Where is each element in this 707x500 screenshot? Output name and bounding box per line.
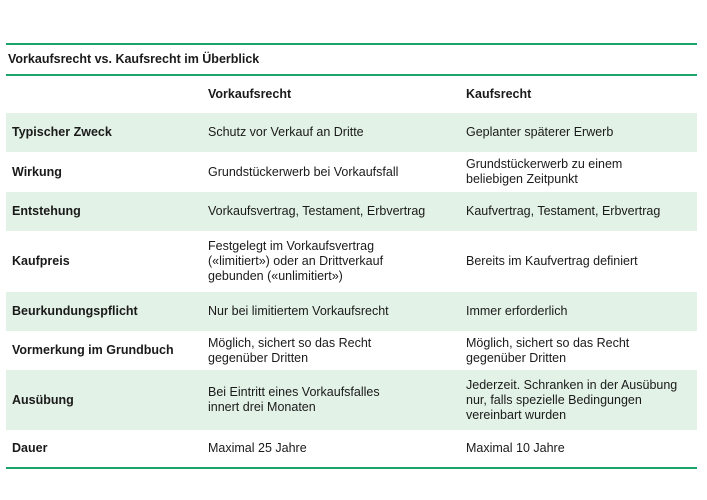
table-row [6, 113, 697, 152]
row-label: Ausübung [12, 392, 74, 407]
cell-kaufsrecht: Geplanter späterer Erwerb [466, 125, 614, 139]
cell-vorkaufsrecht: Schutz vor Verkauf an Dritte [208, 125, 364, 139]
row-label: Kaufpreis [12, 254, 70, 268]
cell-kaufsrecht: Jederzeit. Schranken in der Ausübung nur, falls spezielle Bedingungen vereinbart wurden [466, 377, 678, 422]
cell-vorkaufsrecht: Vorkaufsvertrag, Testament, Erbvertrag [208, 204, 426, 218]
cell-vorkaufsrecht: Bei Eintritt eines Vorkaufsfalles innert drei Monaten [208, 385, 380, 414]
table-row [6, 331, 697, 370]
row-label: Wirkung [12, 164, 62, 179]
table-row [6, 152, 697, 192]
cell-kaufsrecht: Grundstückerwerb zu einem beliebigen Zeitpunkt [466, 157, 623, 186]
row-label: Beurkundungspflicht [12, 304, 138, 318]
row-label: Dauer [12, 441, 48, 455]
header-cell-vorkaufsrecht: Vorkaufsrecht [208, 87, 292, 101]
comparison-table [6, 43, 697, 469]
cell-vorkaufsrecht: Grundstückerwerb bei Vorkaufsfall [208, 164, 399, 179]
table-title: Vorkaufsrecht vs. Kaufsrecht im Überblick [8, 52, 260, 66]
cell-kaufsrecht: Möglich, sichert so das Recht gegenüber Dritten [466, 335, 630, 365]
cell-vorkaufsrecht: Nur bei limitiertem Vorkaufsrecht [208, 304, 389, 318]
table-row [6, 231, 697, 292]
bottom-rule [6, 467, 697, 469]
cell-vorkaufsrecht: Möglich, sichert so das Recht gegenüber Dritten [208, 335, 372, 365]
cell-kaufsrecht: Bereits im Kaufvertrag definiert [466, 254, 638, 268]
cell-kaufsrecht: Kaufvertrag, Testament, Erbvertrag [466, 204, 661, 218]
cell-vorkaufsrecht: Festgelegt im Vorkaufsvertrag («limitiert») oder an Drittverkauf gebunden («unlimitiert») [208, 239, 384, 283]
cell-kaufsrecht: Maximal 10 Jahre [466, 441, 565, 455]
row-label: Vormerkung im Grundbuch [12, 343, 174, 357]
cell-kaufsrecht: Immer erforderlich [466, 304, 568, 318]
header-row [6, 76, 697, 113]
table-row [6, 430, 697, 467]
row-label: Typischer Zweck [12, 125, 112, 139]
table-row [6, 370, 697, 430]
table-row [6, 192, 697, 231]
header-cell-kaufsrecht: Kaufsrecht [466, 87, 532, 101]
table-row [6, 292, 697, 331]
row-label: Entstehung [12, 204, 81, 218]
cell-vorkaufsrecht: Maximal 25 Jahre [208, 441, 307, 455]
